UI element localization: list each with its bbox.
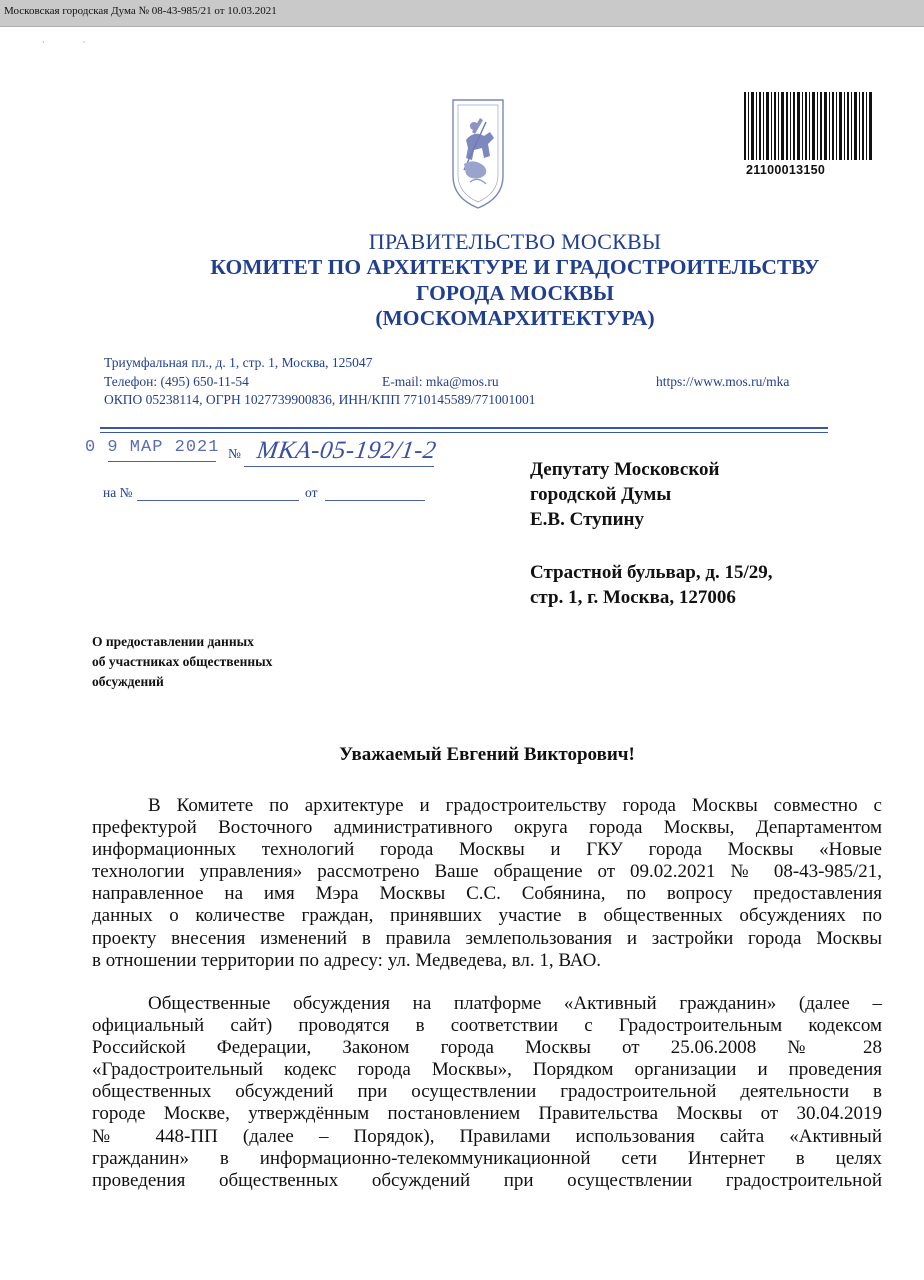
paragraph-line: № 448-ПП (далее – Порядок), Правилами использования сайта «Активный xyxy=(92,1125,882,1147)
reply-to-underline xyxy=(137,500,299,501)
registration-number: МКА-05-192/1-2 xyxy=(255,437,439,464)
date-stamp: 0 9 МАР 2021 xyxy=(85,438,220,457)
paragraph-line: гражданин» в информационно-телекоммуникационной сети Интернет в целях xyxy=(92,1147,882,1169)
from-label: от xyxy=(305,485,318,500)
reply-to-label: на № xyxy=(103,485,133,500)
subject-line1: О предоставлении данных xyxy=(92,634,254,649)
paragraph-line: префектурой Восточного административного округа города Москвы, Департаментом xyxy=(92,817,882,839)
recipient-address2: стр. 1, г. Москва, 127006 xyxy=(530,587,736,608)
committee-title-line2: ГОРОДА МОСКВЫ xyxy=(415,281,615,305)
body-paragraph-2 xyxy=(92,993,882,1192)
document-header-bar xyxy=(0,0,924,27)
contact-email: E-mail: mka@mos.ru xyxy=(382,374,499,389)
paragraph-line: общественных обсуждений при осуществлении градостроительной деятельности в xyxy=(92,1081,882,1103)
contact-address: Триумфальная пл., д. 1, стр. 1, Москва, 125047 xyxy=(104,355,373,370)
number-label: № xyxy=(228,446,241,461)
recipient-line1: Депутату Московской xyxy=(530,459,720,480)
contact-website: https://www.mos.ru/mka xyxy=(656,374,790,389)
paragraph-line: проведения общественных обсуждений при осуществлении градостроительной xyxy=(92,1169,882,1191)
body-paragraph-1 xyxy=(92,795,882,972)
header-bar-text: Московская городская Дума № 08-43-985/21 от 10.03.2021 xyxy=(4,5,277,17)
paragraph-line: городе Москве, утверждённым постановлением Правительства Москвы от 30.04.2019 xyxy=(92,1103,882,1125)
from-underline xyxy=(325,500,425,501)
subject-line3: обсуждений xyxy=(92,674,164,689)
contact-codes: ОКПО 05238114, ОГРН 1027739900836, ИНН/КПП 7710145589/771001001 xyxy=(104,392,536,407)
committee-title-line1: КОМИТЕТ ПО АРХИТЕКТУРЕ И ГРАДОСТРОИТЕЛЬСТВУ xyxy=(210,255,820,279)
recipient-name: Е.В. Ступину xyxy=(530,509,644,530)
number-underline xyxy=(244,466,434,467)
committee-short-name: (МОСКОМАРХИТЕКТУРА) xyxy=(375,306,655,330)
paragraph-line: направленное на имя Мэра Москвы С.С. Собянина, по вопросу предоставления xyxy=(92,883,882,905)
contact-phone: Телефон: (495) 650-11-54 xyxy=(104,374,249,389)
paragraph-line: данных о количестве граждан, принявших участие в общественных обсуждениях по xyxy=(92,905,882,927)
paragraph-line: Общественные обсуждения на платформе «Активный гражданин» (далее – xyxy=(148,993,882,1014)
moscow-coat-of-arms-emblem xyxy=(450,98,506,210)
header-divider xyxy=(100,427,828,429)
recipient-address1: Страстной бульвар, д. 15/29, xyxy=(530,562,773,583)
paragraph-line: В Комитете по архитектуре и градостроительству города Москвы совместно с xyxy=(148,795,882,816)
salutation: Уважаемый Евгений Викторович! xyxy=(339,744,635,765)
government-title: ПРАВИТЕЛЬСТВО МОСКВЫ xyxy=(368,229,662,254)
barcode xyxy=(744,92,872,160)
scan-specks: · · xyxy=(42,38,86,47)
paragraph-line: технологии управления» рассмотрено Ваше обращение от 09.02.2021 № 08-43-985/21, xyxy=(92,861,882,883)
recipient-line2: городской Думы xyxy=(530,484,672,505)
paragraph-line: Российской Федерации, Законом города Москвы от 25.06.2008 № 28 xyxy=(92,1037,882,1059)
subject-line2: об участниках общественных xyxy=(92,654,273,669)
paragraph-line: официальный сайт) проводятся в соответствии с Градостроительным кодексом xyxy=(92,1015,882,1037)
header-divider-thin xyxy=(100,432,828,433)
paragraph-line: в отношении территории по адресу: ул. Медведева, вл. 1, ВАО. xyxy=(92,949,602,971)
barcode-number: 21100013150 xyxy=(746,163,826,177)
date-underline xyxy=(108,461,216,462)
paragraph-line: «Градостроительный кодекс города Москвы», Порядком организации и проведения xyxy=(92,1059,882,1081)
paragraph-line: проекту внесения изменений в правила землепользования и застройки города Москвы xyxy=(92,927,882,949)
paragraph-line: информационных технологий города Москвы и ГКУ города Москвы «Новые xyxy=(92,839,882,861)
